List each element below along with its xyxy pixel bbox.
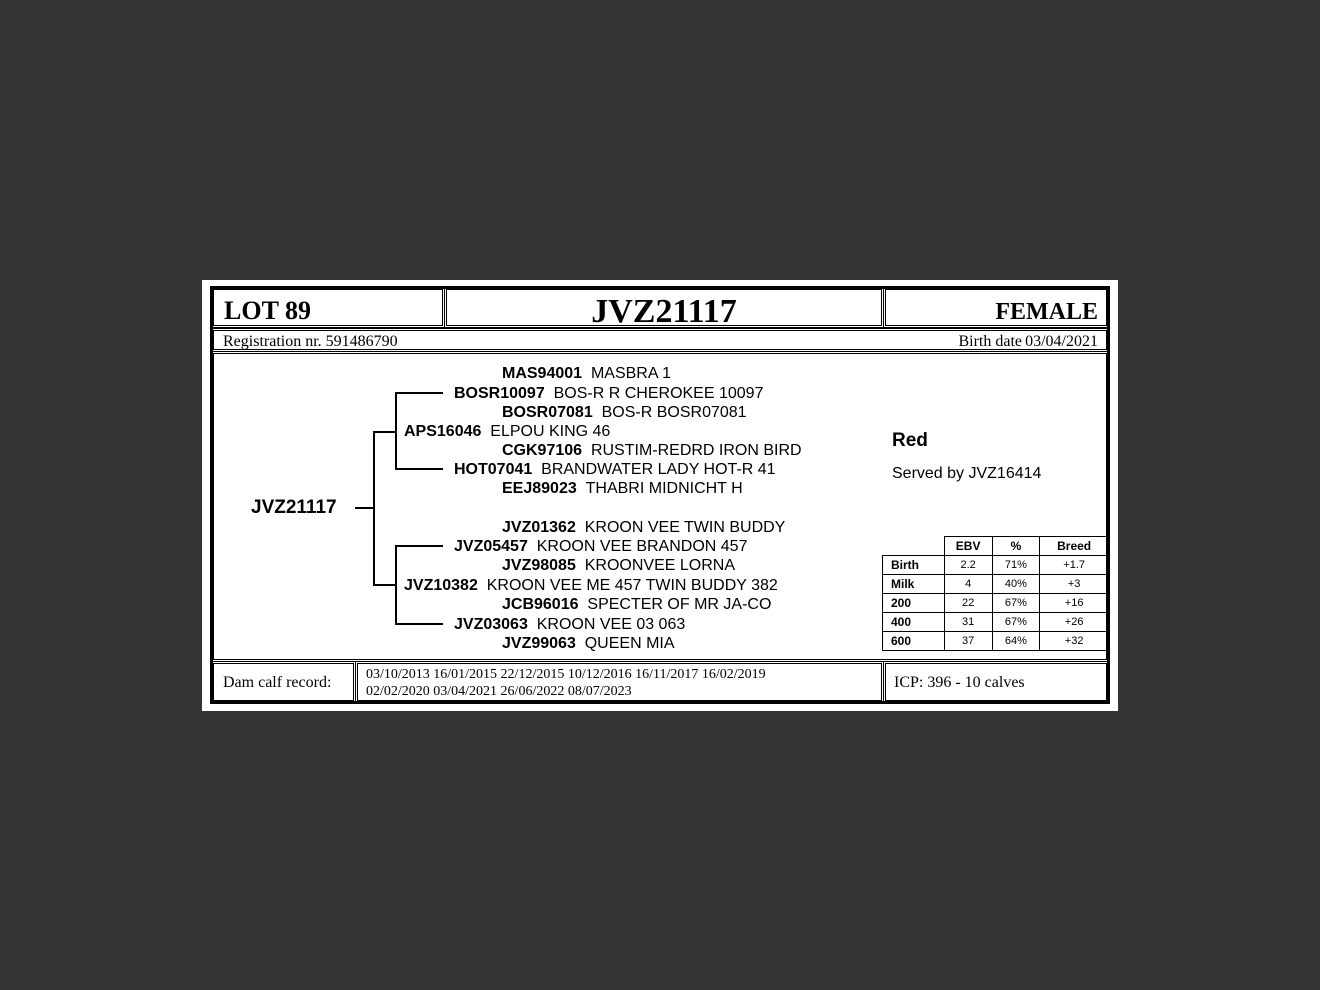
sex-cell (883, 287, 1109, 328)
pedigree-sire-sire: BOSR10097 BOS-R R CHEROKEE 10097 (454, 385, 764, 402)
sire-bracket (395, 392, 397, 470)
ebv-breed-avg: +16 (1040, 594, 1109, 613)
birth-date-label: Birth date (958, 333, 1022, 350)
lot-card (202, 280, 1118, 711)
ebv-header-pct: % (992, 537, 1040, 556)
ebv-value: 2.2 (944, 556, 992, 575)
dam-dam-connector (395, 623, 443, 625)
pedigree-dam: JVZ10382 KROON VEE ME 457 TWIN BUDDY 382 (404, 577, 778, 594)
ebv-value: 4 (944, 575, 992, 594)
animal-id-title: JVZ21117 (591, 293, 737, 330)
icp-value: ICP: 396 - 10 calves (894, 674, 1025, 691)
ebv-value: 22 (944, 594, 992, 613)
registration-number: Registration nr. 591486790 (223, 333, 398, 350)
sire-connector (373, 431, 395, 433)
ebv-row-label: Birth (883, 556, 945, 575)
calf-record-dates-cell (355, 661, 884, 703)
ebv-corner (883, 537, 945, 556)
ebv-table (882, 536, 1109, 651)
served-by-label: Served by JVZ16414 (892, 465, 1042, 482)
birth-date: 03/04/2021 (1025, 333, 1098, 350)
sire-sire-connector (395, 392, 443, 394)
sire-dam-connector (395, 468, 443, 470)
ebv-row (883, 613, 1109, 632)
dam-connector (373, 584, 395, 586)
pedigree-dam-dam: JVZ03063 KROON VEE 03 063 (454, 616, 686, 633)
ebv-accuracy: 67% (992, 594, 1040, 613)
ebv-value: 31 (944, 613, 992, 632)
registration-row (211, 328, 1109, 352)
pedigree-dam-dam-dam: JVZ99063 QUEEN MIA (502, 635, 675, 652)
ebv-breed-avg: +26 (1040, 613, 1109, 632)
ebv-row-label: Milk (883, 575, 945, 594)
subject-bracket (373, 431, 375, 586)
pedigree-sire-dam-sire: CGK97106 RUSTIM-REDRD IRON BIRD (502, 442, 802, 459)
lot-cell (211, 287, 445, 328)
ebv-accuracy: 67% (992, 613, 1040, 632)
ebv-breed-avg: +3 (1040, 575, 1109, 594)
sex-label: FEMALE (995, 299, 1098, 325)
ebv-row-label: 200 (883, 594, 945, 613)
pedigree-subject: JVZ21117 (251, 497, 337, 518)
animal-id-cell (444, 287, 884, 328)
ebv-row (883, 556, 1109, 575)
dam-bracket (395, 545, 397, 625)
ebv-accuracy: 40% (992, 575, 1040, 594)
ebv-header-row (883, 537, 1109, 556)
calf-record-label-cell (211, 661, 356, 703)
pedigree-dam-sire: JVZ05457 KROON VEE BRANDON 457 (454, 538, 748, 555)
ebv-header-ebv: EBV (944, 537, 992, 556)
ebv-breed-avg: +1.7 (1040, 556, 1109, 575)
dam-sire-connector (395, 545, 443, 547)
pedigree-dam-sire-dam: JVZ98085 KROONVEE LORNA (502, 557, 735, 574)
pedigree-sire: APS16046 ELPOU KING 46 (404, 423, 611, 440)
calf-dates-line-2: 02/02/2020 03/04/2021 26/06/2022 08/07/2023 (366, 684, 632, 699)
ebv-row (883, 632, 1109, 651)
ebv-row-label: 600 (883, 632, 945, 651)
ebv-value: 37 (944, 632, 992, 651)
calf-record-label: Dam calf record: (223, 674, 332, 691)
calf-dates-line-1: 03/10/2013 16/01/2015 22/12/2015 10/12/2016 16/11/2017 16/02/2019 (366, 667, 766, 682)
color-label: Red (892, 430, 928, 451)
ebv-accuracy: 64% (992, 632, 1040, 651)
pedigree-sire-dam: HOT07041 BRANDWATER LADY HOT-R 41 (454, 461, 776, 478)
pedigree-sire-sire-sire: MAS94001 MASBRA 1 (502, 365, 671, 382)
lot-number: LOT 89 (224, 296, 311, 325)
pedigree-sire-sire-dam: BOSR07081 BOS-R BOSR07081 (502, 404, 747, 421)
ebv-row (883, 575, 1109, 594)
icp-cell (883, 661, 1109, 703)
subject-connector (355, 507, 375, 509)
pedigree-dam-sire-sire: JVZ01362 KROON VEE TWIN BUDDY (502, 519, 786, 536)
ebv-accuracy: 71% (992, 556, 1040, 575)
ebv-header-breed: Breed (1040, 537, 1109, 556)
ebv-row-label: 400 (883, 613, 945, 632)
pedigree-dam-dam-sire: JCB96016 SPECTER OF MR JA-CO (502, 596, 772, 613)
ebv-row (883, 594, 1109, 613)
pedigree-sire-dam-dam: EEJ89023 THABRI MIDNICHT H (502, 480, 743, 497)
ebv-breed-avg: +32 (1040, 632, 1109, 651)
